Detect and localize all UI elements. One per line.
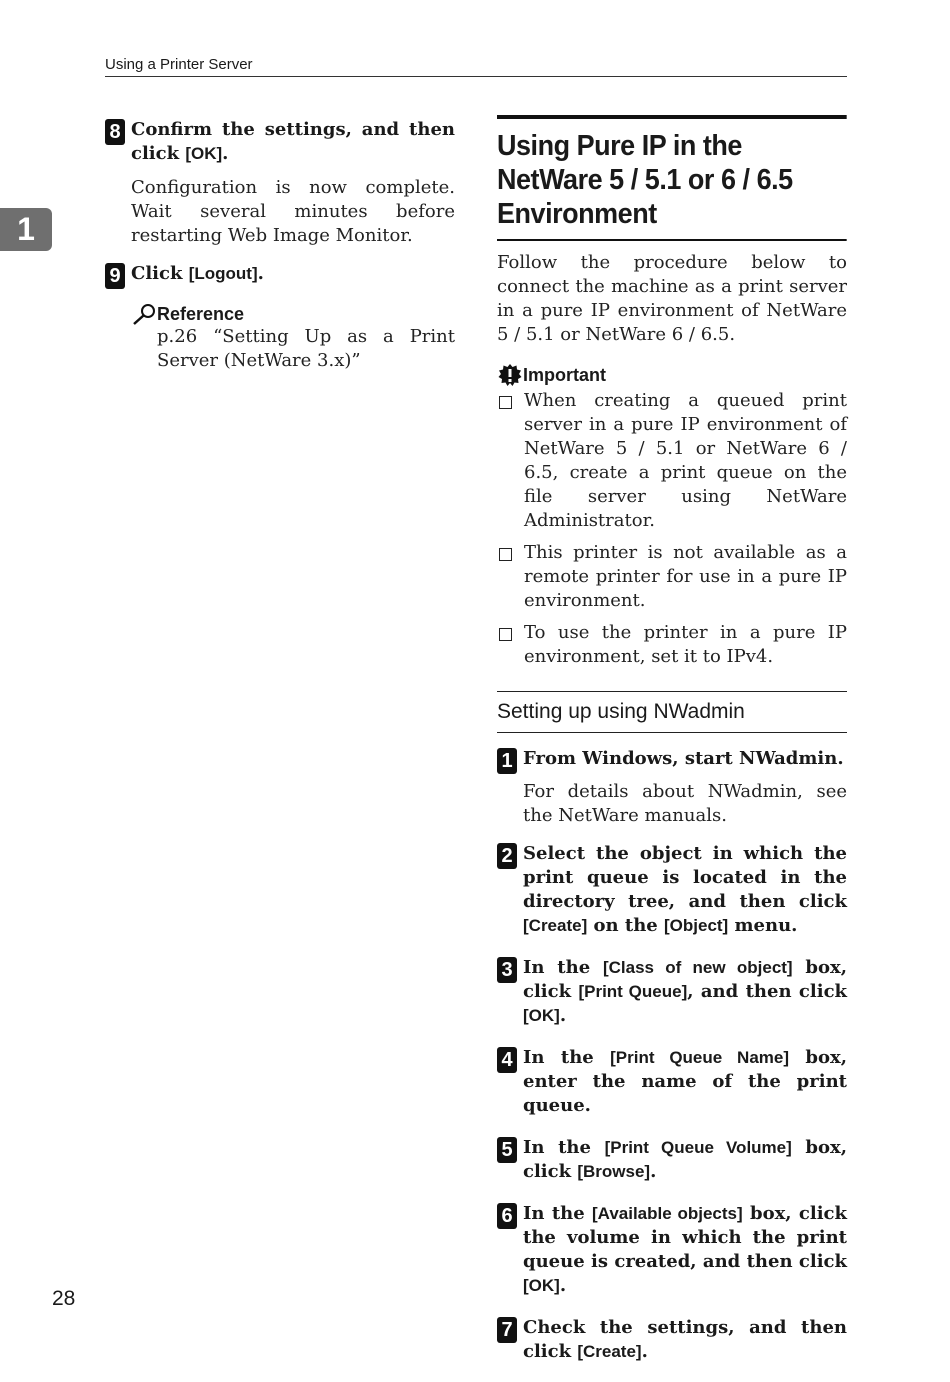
step-5-text-2: box, click [523, 1137, 847, 1182]
list-item [497, 389, 847, 533]
print-queue-volume-ui-label: [Print Queue Volume] [604, 1138, 792, 1157]
step-7-text-2: . [641, 1341, 648, 1362]
step-1-instruction: From Windows, start NWadmin. [523, 748, 844, 769]
step-4-text-2: box, enter the name of the print queue. [523, 1047, 847, 1116]
list-item [497, 541, 847, 613]
running-header: Using a Printer Server [105, 56, 847, 77]
important-icon [497, 363, 523, 387]
left-column [105, 118, 455, 373]
nwadmin-step-4 [497, 1046, 847, 1118]
step-number-8: 8 [105, 119, 125, 145]
subsection-heading: Setting up using NWadmin [497, 691, 847, 733]
nwadmin-step-7 [497, 1316, 847, 1364]
step-number-2: 2 [497, 843, 517, 869]
step-6-text-1: In the [523, 1203, 593, 1224]
page-number: 28 [52, 1287, 76, 1310]
create-ui-label: [Create] [523, 916, 588, 935]
object-ui-label: [Object] [664, 916, 729, 935]
reference-heading [131, 303, 455, 325]
step-2-text-2: on the [587, 915, 664, 936]
step-number-7: 7 [497, 1317, 517, 1343]
important-label: Important [523, 364, 606, 385]
step-7-instruction [523, 1316, 847, 1364]
step-3-instruction [523, 956, 847, 1028]
print-queue-name-ui-label: [Print Queue Name] [610, 1048, 790, 1067]
step-number-9: 9 [105, 263, 125, 289]
reference-label: Reference [157, 303, 245, 324]
browse-ui-label: [Browse] [577, 1162, 651, 1181]
step-5-text-1: In the [523, 1137, 605, 1158]
magnifier-icon [131, 303, 157, 325]
step-8-instruction [131, 118, 455, 166]
step-6-text-3: . [559, 1275, 567, 1296]
available-objects-ui-label: [Available objects] [592, 1204, 743, 1223]
step-8-body: Configuration is now complete. Wait several minutes before restarting Web Image Monitor. [131, 177, 455, 246]
step-5-instruction [523, 1136, 847, 1184]
checkbox-bullet-icon [499, 396, 512, 409]
step-6-text-2: box, click the volume in which the print queue is created, and then click [523, 1203, 847, 1272]
step-3-text-4: . [559, 1005, 567, 1026]
create-ui-label: [Create] [577, 1342, 642, 1361]
step-8-text-1: Confirm the settings, and then click [131, 119, 455, 164]
step-4-instruction [523, 1046, 847, 1118]
step-6-instruction [523, 1202, 847, 1298]
reference-link-text[interactable]: p.26 “Setting Up as a Print Server (NetWare 3.x)” [157, 326, 455, 371]
ok-ui-label: [OK] [523, 1006, 560, 1025]
important-heading [497, 363, 847, 387]
checkbox-bullet-icon [499, 628, 512, 641]
step-number-1: 1 [497, 748, 517, 774]
step-9-text-1: Click [131, 263, 189, 284]
step-number-5: 5 [497, 1137, 517, 1163]
list-item [497, 621, 847, 669]
nwadmin-step-5 [497, 1136, 847, 1184]
step-9-text-2: . [257, 263, 264, 284]
checkbox-bullet-icon [499, 548, 512, 561]
class-of-new-object-ui-label: [Class of new object] [602, 958, 793, 977]
step-8-text-2: . [222, 143, 229, 164]
step-5-text-3: . [650, 1161, 657, 1182]
step-number-4: 4 [497, 1047, 517, 1073]
step-number-3: 3 [497, 957, 517, 983]
nwadmin-step-3 [497, 956, 847, 1028]
step-3-text-2: box, click [523, 957, 847, 1002]
step-1-body: For details about NWadmin, see the NetWare manuals. [523, 781, 847, 826]
step-2-text-3: menu. [728, 915, 798, 936]
step-number-6: 6 [497, 1203, 517, 1229]
important-item-2: This printer is not available as a remote printer for use in a pure IP environment. [524, 542, 847, 611]
step-3-text-3: , and then click [687, 981, 847, 1002]
important-item-3: To use the printer in a pure IP environment, set it to IPv4. [524, 622, 847, 667]
step-4-text-1: In the [523, 1047, 611, 1068]
right-column [497, 115, 847, 1382]
step-8 [105, 118, 455, 166]
ok-ui-label: [OK] [185, 144, 223, 163]
print-queue-ui-label: [Print Queue] [578, 982, 688, 1001]
chapter-tab: 1 [0, 208, 52, 251]
step-9-instruction [131, 262, 264, 286]
logout-ui-label: [Logout] [188, 264, 258, 283]
step-9 [105, 262, 455, 289]
step-2-instruction [523, 842, 847, 938]
nwadmin-step-6 [497, 1202, 847, 1298]
important-list [497, 389, 847, 669]
ok-ui-label: [OK] [523, 1276, 560, 1295]
step-2-text-1: Select the object in which the print queue is located in the directory tree, and then click [523, 843, 847, 912]
section-title: Using Pure IP in the NetWare 5 / 5.1 or 6 / 6.5 Environment [497, 115, 847, 241]
nwadmin-step-2 [497, 842, 847, 938]
important-item-1: When creating a queued print server in a pure IP environment of NetWare 5 / 5.1 or NetWare 6 / 6.5, create a print queue on the file server using NetWare Administrator. [524, 390, 847, 531]
section-intro: Follow the procedure below to connect the machine as a print server in a pure IP environment of NetWare 5 / 5.1 or NetWare 6 / 6.5. [497, 252, 847, 345]
step-3-text-1: In the [523, 957, 603, 978]
step-7-text-1: Check the settings, and then click [523, 1317, 847, 1362]
nwadmin-step-1 [497, 747, 847, 774]
